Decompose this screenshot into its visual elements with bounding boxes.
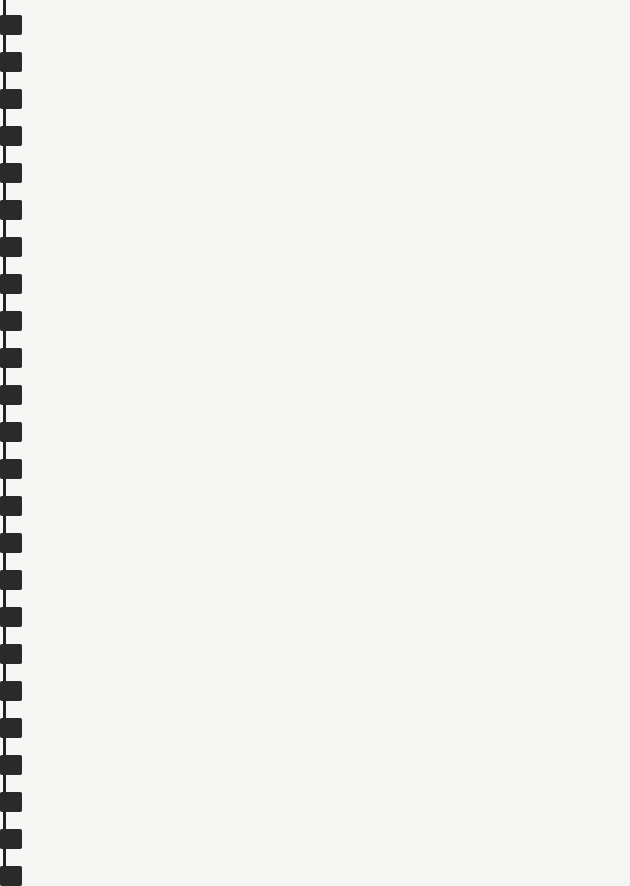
binding-ring: [0, 348, 22, 368]
binding-ring: [0, 15, 22, 35]
binding-ring: [0, 755, 22, 775]
binding-ring: [0, 496, 22, 516]
binding-ring: [0, 52, 22, 72]
binding-ring: [0, 311, 22, 331]
binding-ring: [0, 89, 22, 109]
binding-ring: [0, 866, 22, 886]
spiral-binding: [0, 0, 24, 881]
binding-ring: [0, 274, 22, 294]
binding-ring: [0, 792, 22, 812]
binding-ring: [0, 459, 22, 479]
binding-ring: [0, 607, 22, 627]
binding-ring: [0, 385, 22, 405]
binding-ring: [0, 237, 22, 257]
binding-ring: [0, 829, 22, 849]
binding-ring: [0, 718, 22, 738]
binding-ring: [0, 570, 22, 590]
binding-ring: [0, 681, 22, 701]
binding-ring: [0, 644, 22, 664]
binding-ring: [0, 163, 22, 183]
binding-ring: [0, 200, 22, 220]
binding-ring: [0, 422, 22, 442]
binding-ring: [0, 533, 22, 553]
binding-ring: [0, 126, 22, 146]
